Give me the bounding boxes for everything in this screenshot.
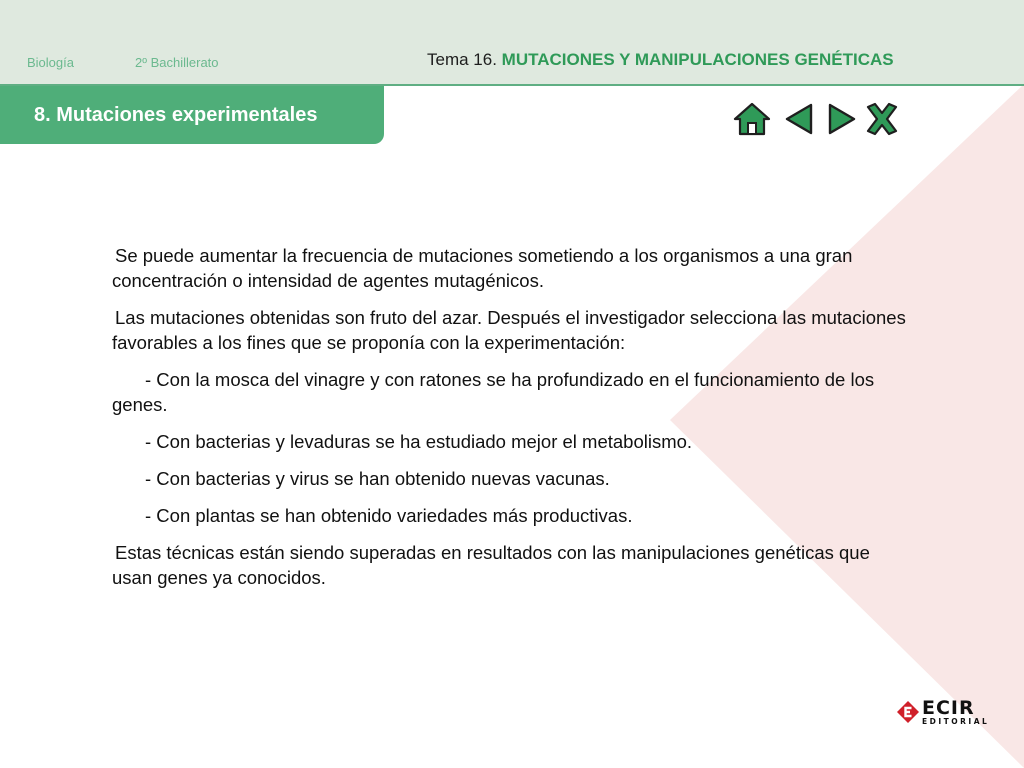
section-title: 8. Mutaciones experimentales	[34, 103, 318, 126]
list-item: - Con bacterias y virus se han obtenido nuevas vacunas.	[145, 468, 610, 489]
paragraph-3: Estas técnicas están siendo superadas en resultados con las manipulaciones genéticas que usan genes ya conocidos.	[112, 542, 870, 588]
home-icon	[733, 101, 771, 137]
ecir-logo-icon	[896, 700, 920, 724]
list-item: - Con plantas se han obtenido variedades más productivas.	[145, 505, 633, 526]
list-item: - Con la mosca del vinagre y con ratones se ha profundizado en el funcionamiento de los genes.	[112, 369, 875, 415]
publisher-logo	[896, 697, 990, 729]
logo-name: ECIR	[922, 697, 975, 719]
topic-heading	[427, 50, 894, 70]
paragraph-1: Se puede aumentar la frecuencia de mutaciones sometiendo a los organismos a una gran concentración o intensidad de agentes mutagénicos.	[112, 245, 853, 291]
content-body	[112, 243, 912, 602]
triangle-left-icon	[783, 102, 815, 136]
section-title-tab	[0, 86, 384, 144]
topic-title: MUTACIONES Y MANIPULACIONES GENÉTICAS	[501, 50, 894, 69]
close-button[interactable]	[864, 102, 900, 141]
close-x-icon	[864, 102, 900, 136]
paragraph-2: Las mutaciones obtenidas son fruto del azar. Después el investigador selecciona las mutaciones favorables a los fines que se proponía con la experimentación:	[112, 307, 906, 353]
home-button[interactable]	[733, 101, 771, 142]
course-label: 2º Bachillerato	[135, 55, 219, 70]
logo-subtitle: EDITORIAL	[922, 717, 990, 726]
header-bar	[0, 0, 1024, 86]
list-item: - Con bacterias y levaduras se ha estudiado mejor el metabolismo.	[145, 431, 693, 452]
topic-prefix: Tema 16.	[427, 50, 502, 69]
triangle-right-icon	[826, 102, 858, 136]
subject-label: Biología	[27, 55, 74, 70]
next-button[interactable]	[826, 102, 858, 141]
previous-button[interactable]	[783, 102, 815, 141]
